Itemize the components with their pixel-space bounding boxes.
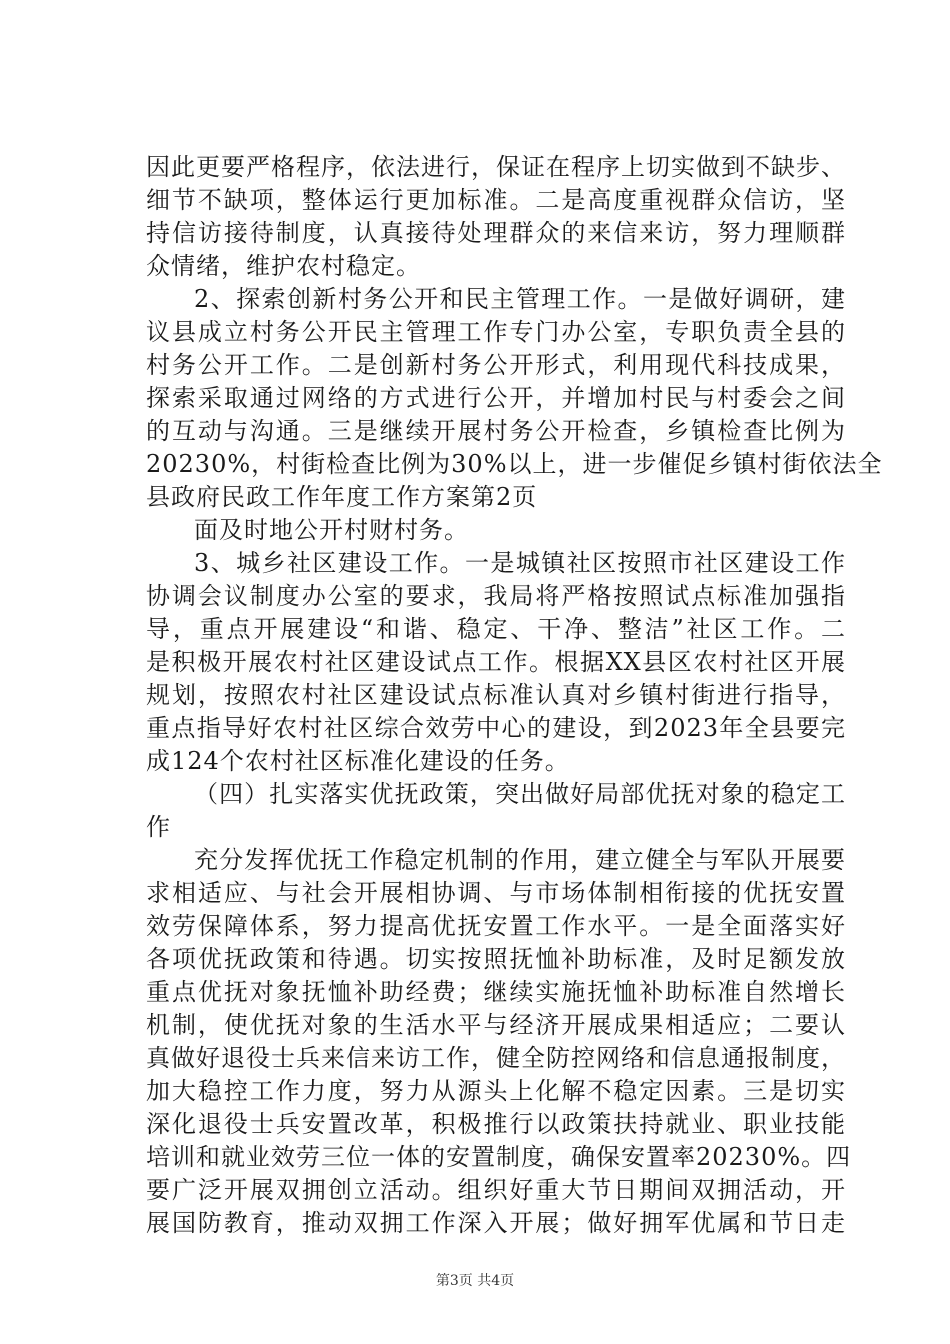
text-line: 加大稳控工作力度，努力从源头上化解不稳定因素。三是切实 [146, 1077, 846, 1105]
text-line: 协调会议制度办公室的要求，我局将严格按照试点标准加强指 [146, 582, 846, 610]
text-line: 探索采取通过网络的方式进行公开，并增加村民与村委会之间 [146, 384, 846, 412]
text-line: 因此更要严格程序，依法进行，保证在程序上切实做到不缺步、 [146, 153, 846, 181]
text-line: 面及时地公开村财村务。 [194, 516, 469, 544]
text-line: 展国防教育，推动双拥工作深入开展；做好拥军优属和节日走 [146, 1209, 846, 1237]
text-line: 细节不缺项，整体运行更加标准。二是高度重视群众信访，坚 [146, 186, 846, 214]
page-footer: 第3页 共4页 [435, 1273, 515, 1289]
text-line: （四）扎实落实优抚政策，突出做好局部优抚对象的稳定工 [194, 780, 846, 808]
text-line: 真做好退役士兵来信来访工作，健全防控网络和信息通报制度， [146, 1044, 846, 1072]
text-line: 深化退役士兵安置改革，积极推行以政策扶持就业、职业技能 [146, 1110, 846, 1138]
text-line: 作 [146, 813, 171, 841]
text-line: 众情绪，维护农村稳定。 [146, 252, 421, 280]
text-line: 培训和就业效劳三位一体的安置制度，确保安置率20230%。四 [146, 1143, 852, 1171]
text-line: 20230%，村街检查比例为30%以上，进一步催促乡镇村街依法全 [146, 450, 883, 478]
text-line: 县政府民政工作年度工作方案第2页 [146, 483, 538, 511]
text-line: 规划，按照农村社区建设试点标准认真对乡镇村街进行指导， [146, 681, 846, 709]
text-line: 的互动与沟通。三是继续开展村务公开检查，乡镇检查比例为 [146, 417, 846, 445]
text-line: 2、探索创新村务公开和民主管理工作。一是做好调研，建 [194, 285, 846, 313]
text-line: 重点指导好农村社区综合效劳中心的建设，到2023年全县要完 [146, 714, 846, 742]
text-line: 导，重点开展建设“和谐、稳定、干净、整洁”社区工作。二 [146, 615, 846, 643]
text-line: 要广泛开展双拥创立活动。组织好重大节日期间双拥活动，开 [146, 1176, 846, 1204]
text-line: 持信访接待制度，认真接待处理群众的来信来访，努力理顺群 [146, 219, 846, 247]
text-line: 充分发挥优抚工作稳定机制的作用，建立健全与军队开展要 [194, 846, 846, 874]
text-line: 机制，使优抚对象的生活水平与经济开展成果相适应；二要认 [146, 1011, 846, 1039]
text-line: 求相适应、与社会开展相协调、与市场体制相衔接的优抚安置 [146, 879, 846, 907]
text-line: 议县成立村务公开民主管理工作专门办公室，专职负责全县的 [146, 318, 846, 346]
text-line: 村务公开工作。二是创新村务公开形式，利用现代科技成果， [146, 351, 846, 379]
text-line: 效劳保障体系，努力提高优抚安置工作水平。一是全面落实好 [146, 912, 846, 940]
text-line: 3、城乡社区建设工作。一是城镇社区按照市社区建设工作 [194, 549, 846, 577]
document-body [146, 151, 883, 1240]
text-line: 重点优抚对象抚恤补助经费；继续实施抚恤补助标准自然增长 [146, 978, 846, 1006]
text-line: 成124个农村社区标准化建设的任务。 [146, 747, 570, 775]
text-line: 各项优抚政策和待遇。切实按照抚恤补助标准，及时足额发放 [146, 945, 846, 973]
text-line: 是积极开展农村社区建设试点工作。根据XX县区农村社区开展 [146, 648, 846, 676]
